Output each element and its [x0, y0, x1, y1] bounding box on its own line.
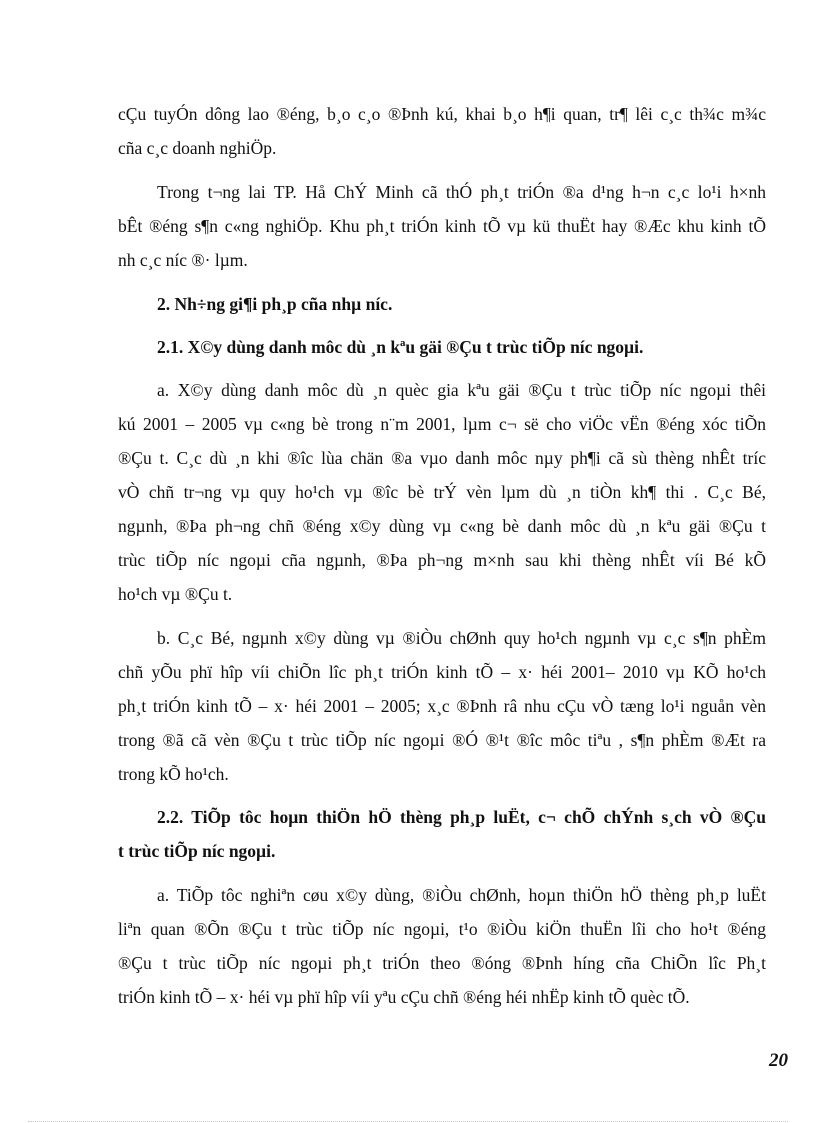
- paragraph-line: ho¹ch vµ ®Çu t.: [118, 584, 233, 604]
- paragraph-line: liªn quan ®Õn ®Çu t trùc tiÕp níc ngoµi, t¹o ®iÒu kiÖn thuËn lîi cho ho¹t ®éng: [118, 919, 766, 939]
- paragraph-line: bÊt ®éng s¶n c«ng nghiÖp. Khu ph¸t triÓn kinh tÕ vµ kü thuËt hay ®Æc khu kinh tÕ: [118, 216, 766, 236]
- paragraph-line: Trong t¬ng lai TP. Hå ChÝ Minh cã thÓ ph¸t triÓn ®a d¹ng h¬n c¸c lo¹i h×nh: [157, 182, 766, 202]
- subsection-heading: 2.2. TiÕp tôc hoµn thiÖn hÖ thèng ph¸p luËt, c¬ chÕ chÝnh s¸ch vÒ ®Çu: [157, 807, 766, 827]
- footer-divider: [28, 1121, 788, 1122]
- page-number: 20: [769, 1050, 788, 1071]
- paragraph-line: a. X©y dùng danh môc dù ¸n quèc gia kªu gäi ®Çu t trùc tiÕp níc ngoµi thêi: [157, 380, 766, 400]
- paragraph-line: trùc tiÕp níc ngoµi cña ngµnh, ®Þa ph¬ng m×nh sau khi thèng nhÊt víi Bé kÕ: [118, 550, 766, 570]
- paragraph-line: vÒ chñ tr¬ng vµ quy ho¹ch vµ ®îc bè trÝ vèn lµm dù ¸n tiÒn kh¶ thi . C¸c Bé,: [118, 482, 766, 502]
- paragraph-line: b. C¸c Bé, ngµnh x©y dùng vµ ®iÒu chØnh quy ho¹ch ngµnh vµ c¸c s¶n phÈm: [157, 628, 766, 648]
- paragraph-line: ph¸t triÓn kinh tÕ – x· héi 2001 – 2005; x¸c ®Þnh râ nhu cÇu vÒ tæng lo¹i nguån vèn: [118, 696, 766, 716]
- paragraph-line: trong kÕ ho¹ch.: [118, 764, 229, 784]
- paragraph-line: cÇu tuyÓn dông lao ®éng, b¸o c¸o ®Þnh kú, khai b¸o h¶i quan, tr¶ lêi c¸c th¾c m¾c: [118, 104, 766, 124]
- paragraph-line: triÓn kinh tÕ – x· héi vµ phï hîp víi yªu cÇu chñ ®éng héi nhËp kinh tÕ quèc tÕ.: [118, 987, 690, 1007]
- paragraph-line: nh c¸c níc ®· lµm.: [118, 250, 248, 270]
- paragraph-line: kú 2001 – 2005 vµ c«ng bè trong n¨m 2001, lµm c¬ së cho viÖc vËn ®éng xóc tiÕn: [118, 414, 766, 434]
- section-heading: 2. Nh÷ng gi¶i ph¸p cña nhµ níc.: [157, 294, 393, 314]
- paragraph-line: trong ®ã cã vèn ®Çu t trùc tiÕp níc ngoµi ®Ó ®¹t ®îc môc tiªu , s¶n phÈm ®Æt ra: [118, 730, 766, 750]
- paragraph-line: ®Çu t. C¸c dù ¸n khi ®îc lùa chän ®a vµo danh môc nµy ph¶i cã sù thèng nhÊt tríc: [118, 448, 766, 468]
- paragraph-line: ®Çu t trùc tiÕp níc ngoµi ph¸t triÓn theo ®óng ®Þnh híng cña ChiÕn lîc Ph¸t: [118, 953, 766, 973]
- paragraph-line: cña c¸c doanh nghiÖp.: [118, 138, 277, 158]
- subsection-heading: 2.1. X©y dùng danh môc dù ¸n kªu gäi ®Çu t trùc tiÕp níc ngoµi.: [157, 337, 644, 357]
- subsection-heading-continued: t trùc tiÕp níc ngoµi.: [118, 841, 276, 861]
- paragraph-line: a. TiÕp tôc nghiªn cøu x©y dùng, ®iÒu chØnh, hoµn thiÖn hÖ thèng ph¸p luËt: [157, 885, 766, 905]
- paragraph-line: ngµnh, ®Þa ph¬ng chñ ®éng x©y dùng vµ c«ng bè danh môc dù ¸n kªu gäi ®Çu t: [118, 516, 766, 536]
- paragraph-line: chñ yÕu phï hîp víi chiÕn lîc ph¸t triÓn kinh tÕ – x· héi 2001– 2010 vµ KÕ ho¹ch: [118, 662, 766, 682]
